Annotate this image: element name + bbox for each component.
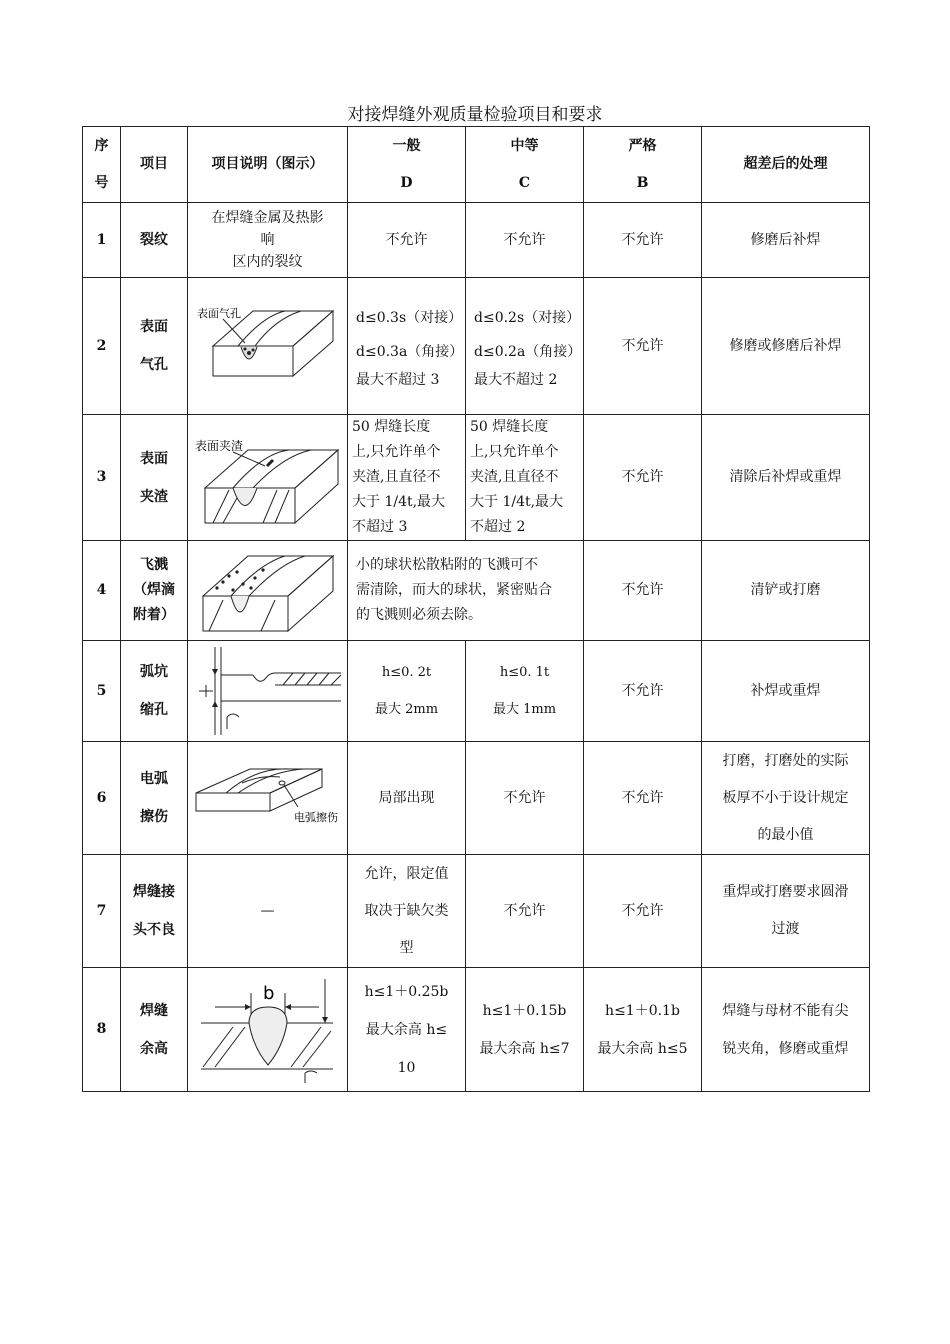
header-item: 项目 bbox=[121, 127, 188, 203]
row-medium: 50 焊缝长度 上,只允许单个 夹渣,且直径不 大于 1/4t,最大 不超过 2 bbox=[466, 415, 584, 541]
reinforcement-illustration bbox=[193, 977, 343, 1083]
row-general: h≤0. 2t 最大 2mm bbox=[348, 641, 466, 742]
table-row bbox=[83, 742, 870, 855]
row-handling: 打磨，打磨处的实际 板厚不小于设计规定 的最小值 bbox=[702, 742, 870, 855]
row-general: 允许，限定值 取决于缺欠类 型 bbox=[348, 855, 466, 968]
row-strict: 不允许 bbox=[584, 415, 702, 541]
row-handling: 补焊或重焊 bbox=[702, 641, 870, 742]
row-strict: 不允许 bbox=[584, 278, 702, 415]
row-item: 飞溅 （焊滴 附着） bbox=[121, 541, 188, 641]
row-strict: 不允许 bbox=[584, 541, 702, 641]
row-item: 弧坑 缩孔 bbox=[121, 641, 188, 742]
crater-pipe-illustration bbox=[193, 645, 343, 737]
header-row bbox=[83, 127, 870, 203]
table-row bbox=[83, 968, 870, 1092]
row-handling: 焊缝与母材不能有尖 锐夹角，修磨或重焊 bbox=[702, 968, 870, 1092]
row-item: 焊缝接 头不良 bbox=[121, 855, 188, 968]
inspection-table bbox=[82, 126, 870, 1092]
row-general-medium: 小的球状松散粘附的飞溅可不 需清除，而大的球状，紧密贴合 的飞溅则必须去除。 bbox=[348, 541, 584, 641]
spatter-illustration bbox=[193, 546, 343, 636]
table-row bbox=[83, 278, 870, 415]
row-handling: 修磨后补焊 bbox=[702, 203, 870, 278]
row-illustration bbox=[188, 641, 348, 742]
header-medium: 中等 C bbox=[466, 127, 584, 203]
row-strict: 不允许 bbox=[584, 742, 702, 855]
row-illustration bbox=[188, 541, 348, 641]
row-medium: 不允许 bbox=[466, 203, 584, 278]
row-strict: h≤1＋0.1b 最大余高 h≤5 bbox=[584, 968, 702, 1092]
header-strict: 严格 B bbox=[584, 127, 702, 203]
row-desc: — bbox=[188, 855, 348, 968]
row-medium: 不允许 bbox=[466, 742, 584, 855]
table-row bbox=[83, 415, 870, 541]
row-handling: 修磨或修磨后补焊 bbox=[702, 278, 870, 415]
document-title: 对接焊缝外观质量检验项目和要求 bbox=[347, 105, 603, 125]
row-strict: 不允许 bbox=[584, 203, 702, 278]
row-medium: 不允许 bbox=[466, 855, 584, 968]
table-row bbox=[83, 641, 870, 742]
row-number: 8 bbox=[83, 968, 121, 1092]
row-number: 6 bbox=[83, 742, 121, 855]
header-desc: 项目说明（图示） bbox=[188, 127, 348, 203]
row-general: 50 焊缝长度 上,只允许单个 夹渣,且直径不 大于 1/4t,最大 不超过 3 bbox=[348, 415, 466, 541]
row-item: 电弧 擦伤 bbox=[121, 742, 188, 855]
row-number: 4 bbox=[83, 541, 121, 641]
row-item: 表面 气孔 bbox=[121, 278, 188, 415]
illus-label: 表面气孔 bbox=[196, 307, 241, 320]
illus-label: b bbox=[262, 982, 274, 1004]
row-illustration bbox=[188, 742, 348, 855]
header-general: 一般 D bbox=[348, 127, 466, 203]
table-row bbox=[83, 541, 870, 641]
row-number: 7 bbox=[83, 855, 121, 968]
row-medium: h≤1＋0.15b 最大余高 h≤7 bbox=[466, 968, 584, 1092]
row-number: 1 bbox=[83, 203, 121, 278]
table-row bbox=[83, 855, 870, 968]
row-general: d≤0.3s（对接） d≤0.3a（角接） 最大不超过 3 bbox=[348, 278, 466, 415]
row-illustration bbox=[188, 278, 348, 415]
surface-porosity-illustration bbox=[193, 301, 343, 391]
table-row bbox=[83, 203, 870, 278]
row-general: h≤1＋0.25b 最大余高 h≤ 10 bbox=[348, 968, 466, 1092]
row-item: 焊缝 余高 bbox=[121, 968, 188, 1092]
row-general: 不允许 bbox=[348, 203, 466, 278]
row-number: 2 bbox=[83, 278, 121, 415]
illus-label: 电弧擦伤 bbox=[293, 811, 338, 824]
arc-strike-illustration bbox=[190, 753, 346, 843]
row-handling: 重焊或打磨要求圆滑 过渡 bbox=[702, 855, 870, 968]
row-medium: d≤0.2s（对接） d≤0.2a（角接） 最大不超过 2 bbox=[466, 278, 584, 415]
row-strict: 不允许 bbox=[584, 855, 702, 968]
row-item: 裂纹 bbox=[121, 203, 188, 278]
header-seq: 序 号 bbox=[83, 127, 121, 203]
row-general: 局部出现 bbox=[348, 742, 466, 855]
row-illustration bbox=[188, 415, 348, 541]
header-handling: 超差后的处理 bbox=[702, 127, 870, 203]
row-number: 5 bbox=[83, 641, 121, 742]
row-illustration bbox=[188, 968, 348, 1092]
row-strict: 不允许 bbox=[584, 641, 702, 742]
row-desc: 在焊缝金属及热影 响 区内的裂纹 bbox=[188, 203, 348, 278]
row-handling: 清铲或打磨 bbox=[702, 541, 870, 641]
row-medium: h≤0. 1t 最大 1mm bbox=[466, 641, 584, 742]
row-item: 表面 夹渣 bbox=[121, 415, 188, 541]
row-number: 3 bbox=[83, 415, 121, 541]
row-handling: 清除后补焊或重焊 bbox=[702, 415, 870, 541]
surface-slag-illustration bbox=[193, 428, 343, 528]
illus-label: 表面夹渣 bbox=[194, 438, 243, 453]
